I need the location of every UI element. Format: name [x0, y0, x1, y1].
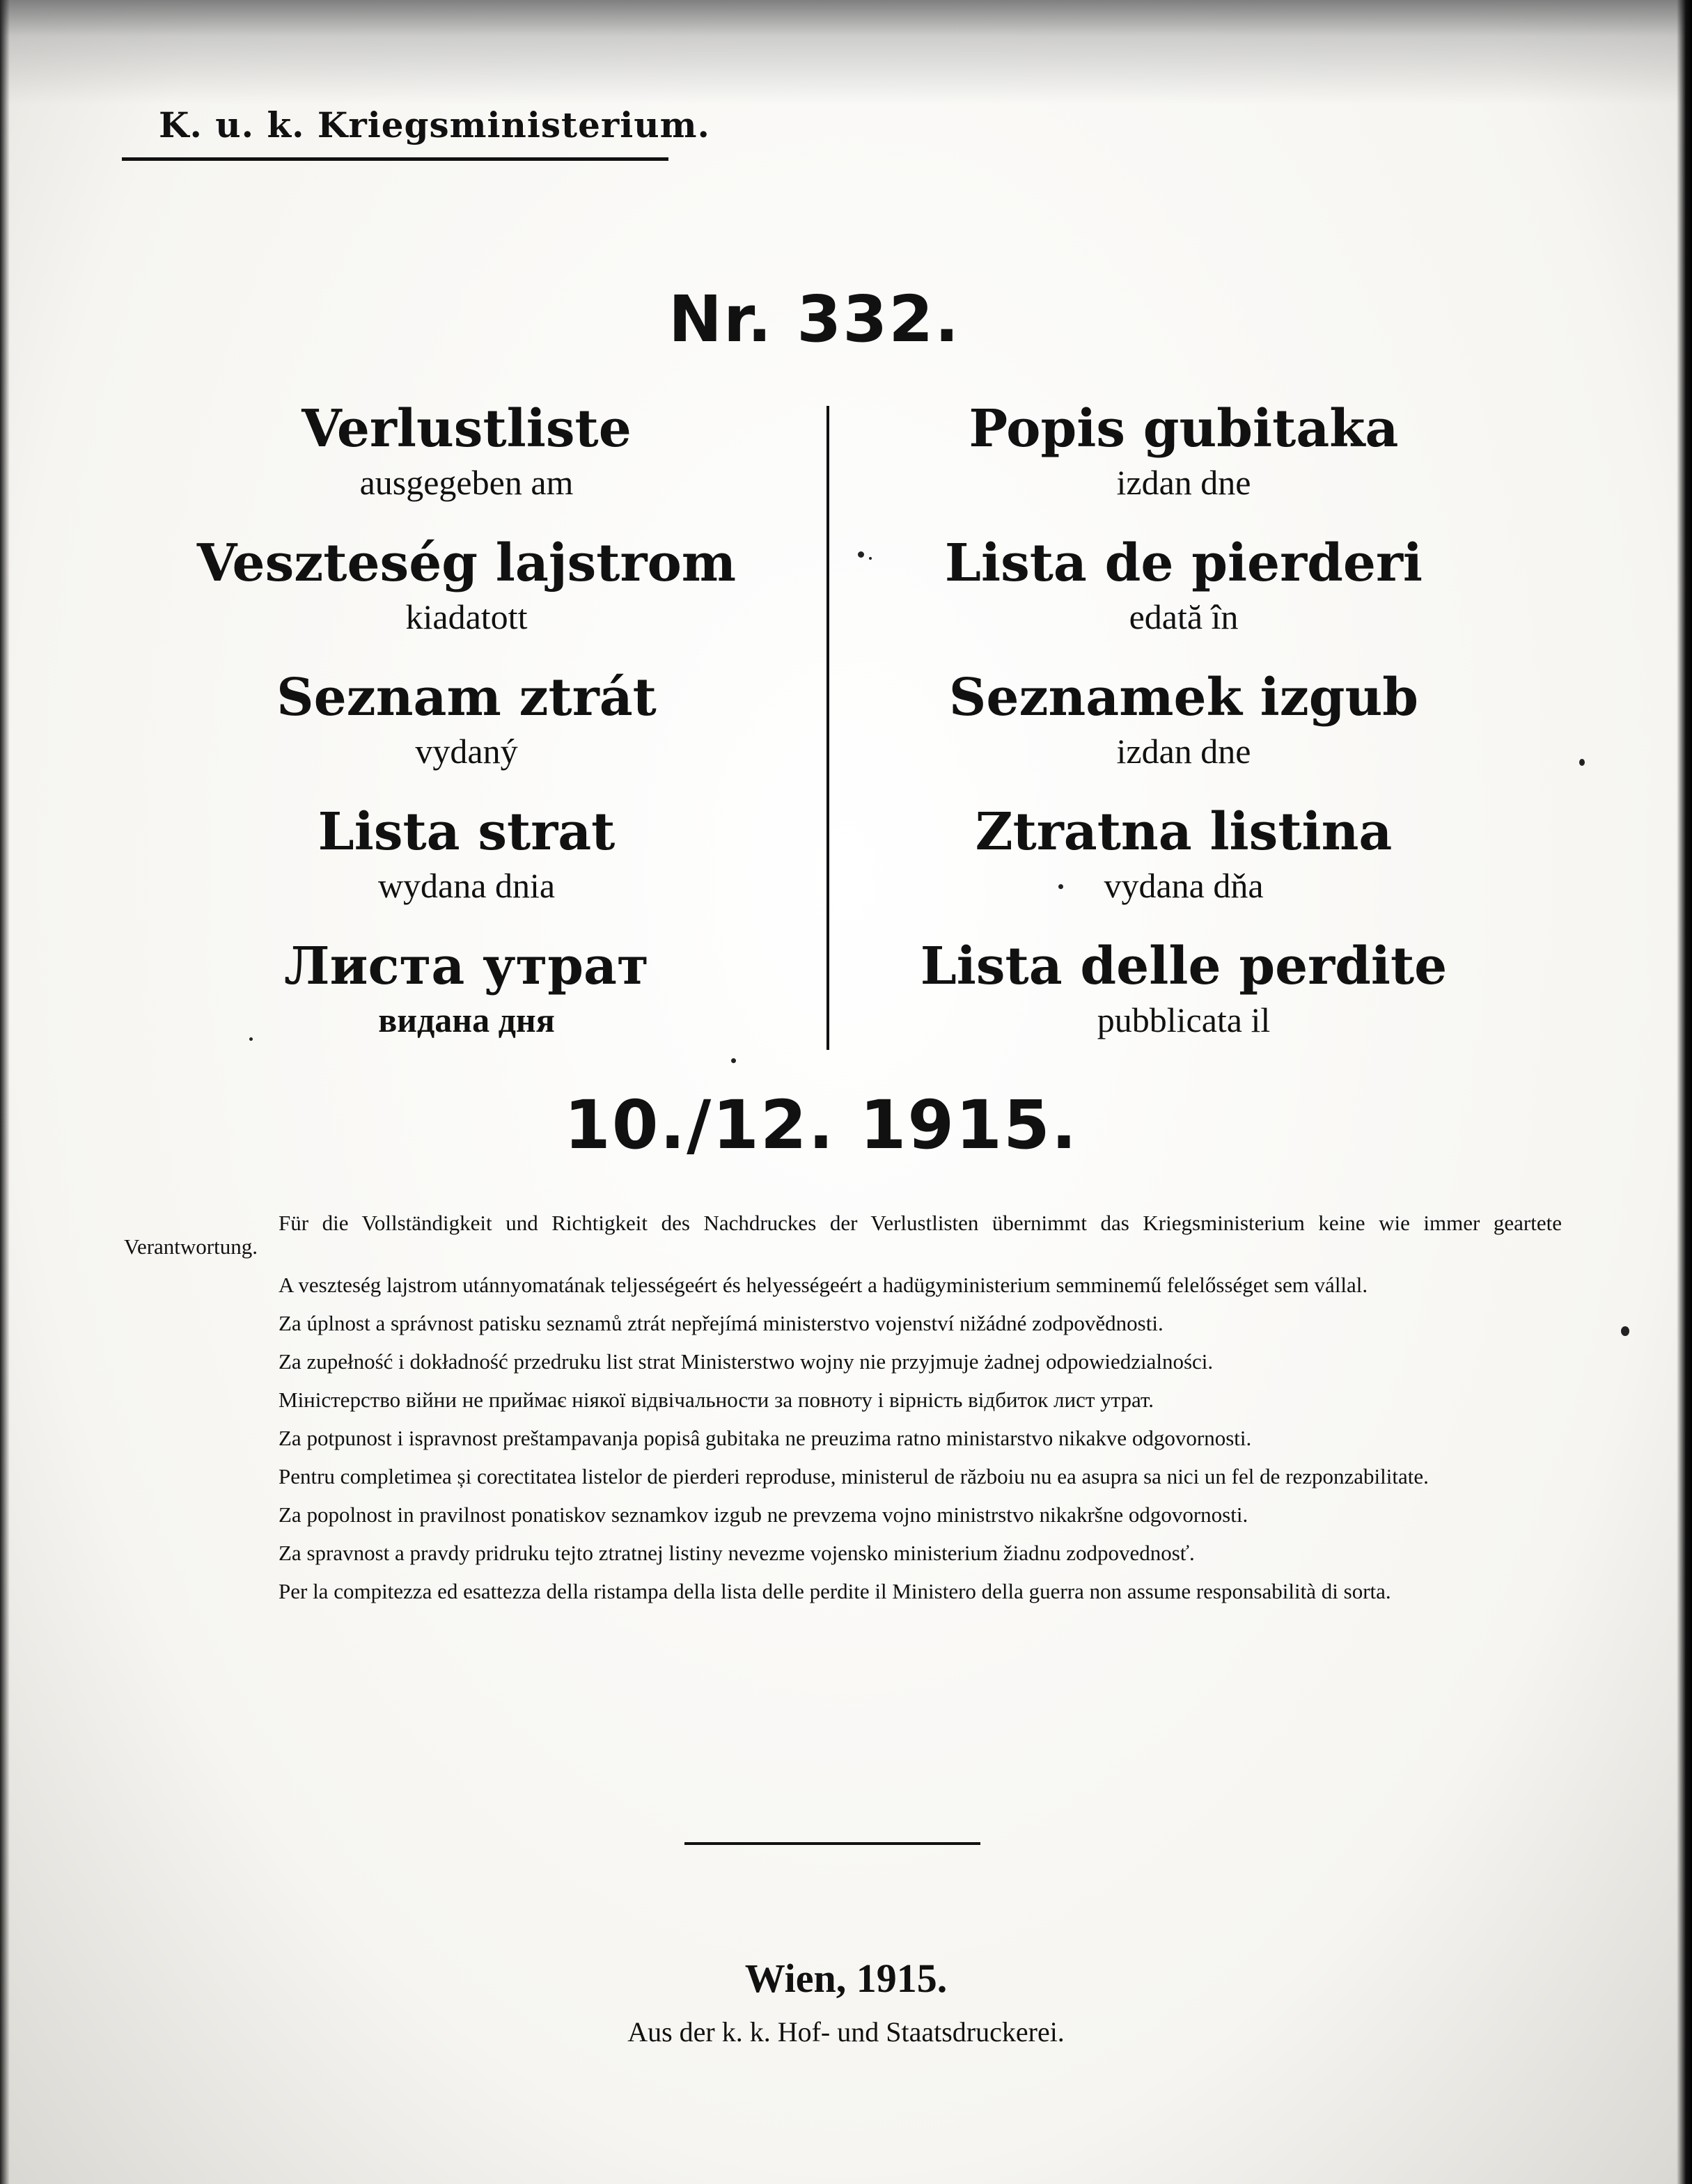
title-entry	[153, 531, 780, 666]
disclaimer-block	[124, 1211, 1562, 1618]
footer-rule	[684, 1842, 980, 1845]
scan-shadow-right	[1677, 0, 1692, 2184]
list-subtitle: kiadatott	[405, 597, 528, 636]
disclaimer-czech: Za úplnost a správnost patisku seznamů ztrát nepřejímá ministerstvo vojenství nižádné zodpovědnosti.	[279, 1312, 1164, 1335]
list-subtitle: видана дня	[378, 1000, 555, 1039]
disclaimer-slovenian: Za popolnost in pravilnost ponatiskov seznamkov izgub ne prevzema vojno ministrstvo nikakršne odgovornosti.	[279, 1503, 1248, 1527]
ink-speck	[1621, 1326, 1629, 1336]
list-subtitle: ausgegeben am	[359, 463, 574, 502]
disclaimer-italian: Per la compitezza ed esattezza della ristampa della lista delle perdite il Ministero della guerra non assume responsabilità di sorta.	[279, 1579, 1391, 1603]
list-title: Lista de pierderi	[944, 533, 1423, 593]
list-title: Seznam ztrát	[276, 668, 657, 728]
title-entry	[870, 397, 1497, 531]
imprint-printer: Aus der k. k. Hof- und Staatsdruckerei.	[627, 2016, 1065, 2048]
issue-number: Nr. 332.	[668, 282, 961, 356]
list-title: Veszteség lajstrom	[196, 533, 737, 593]
disclaimer-ukrainian: Міністерство війни не приймає ніякої відвічальности за повноту і вірність відбиток лист утрат.	[279, 1388, 1154, 1412]
scan-shadow-left	[0, 0, 10, 2184]
ink-speck	[1058, 884, 1063, 889]
list-title: Verlustliste	[301, 399, 632, 459]
ink-speck	[249, 1037, 253, 1041]
disclaimer-polish: Za zupełność i dokładność przedruku list strat Ministerstwo wojny nie przyjmuje żadnej odpowiedzialności.	[279, 1350, 1214, 1374]
ink-speck	[869, 557, 872, 560]
right-column	[870, 397, 1497, 1069]
imprint-city: Wien, 1915.	[744, 1956, 948, 2001]
title-entry	[870, 531, 1497, 666]
title-entry	[153, 397, 780, 531]
disclaimer-hungarian: A veszteség lajstrom utánnyomatának teljességeért és helyességeért a hadügyministerium semminemű felelősséget sem vállal.	[279, 1273, 1368, 1297]
title-entry	[870, 800, 1497, 934]
title-entry	[870, 666, 1497, 800]
scan-shadow-top	[0, 0, 1692, 104]
disclaimer-croatian: Za potpunost i ispravnost preštampavanja popisâ gubitaka ne preuzima ratno ministarstvo nikakve odgovornosti.	[279, 1427, 1252, 1450]
list-title: Листа утрат	[284, 936, 649, 996]
list-title: Lista delle perdite	[920, 936, 1448, 996]
header-rule	[122, 157, 668, 161]
list-title: Lista strat	[318, 802, 616, 862]
title-entry	[153, 666, 780, 800]
list-subtitle: edată în	[1129, 597, 1239, 636]
list-subtitle: wydana dnia	[377, 866, 556, 905]
list-subtitle: izdan dne	[1116, 732, 1251, 771]
column-divider	[827, 406, 829, 1050]
issue-date: 10./12. 1915.	[564, 1086, 1079, 1164]
disclaimer-romanian: Pentru completimea și corectitatea listelor de pierderi reproduse, ministerul de războiu nu ea asupra sa nici un fel de rezponzabilitate.	[279, 1464, 1429, 1488]
ink-speck	[731, 1058, 736, 1063]
list-title: Popis gubitaka	[969, 399, 1399, 459]
list-subtitle: vydaný	[415, 732, 518, 771]
title-entry	[870, 934, 1497, 1069]
ministry-header: K. u. k. Kriegsministerium.	[159, 104, 710, 146]
title-entry	[153, 800, 780, 934]
disclaimer-german: Für die Vollständigkeit und Richtigkeit des Nachdruckes der Verlustlisten übernimmt das Kriegsministerium keine wie immer geartete Verantwortung.	[124, 1211, 1562, 1259]
list-subtitle: izdan dne	[1116, 463, 1251, 502]
list-subtitle: pubblicata il	[1097, 1000, 1271, 1039]
list-subtitle: vydana dňa	[1104, 866, 1264, 905]
disclaimer-slovak: Za spravnost a pravdy pridruku tejto ztratnej listiny nevezme vojensko ministerium žiadnu zodpovednosť.	[279, 1541, 1195, 1565]
left-column	[153, 397, 780, 1069]
list-title: Ztratna listina	[975, 802, 1393, 862]
title-entry	[153, 934, 780, 1069]
list-title: Seznamek izgub	[948, 668, 1419, 728]
ink-speck	[1579, 759, 1585, 766]
ink-speck	[858, 551, 864, 558]
